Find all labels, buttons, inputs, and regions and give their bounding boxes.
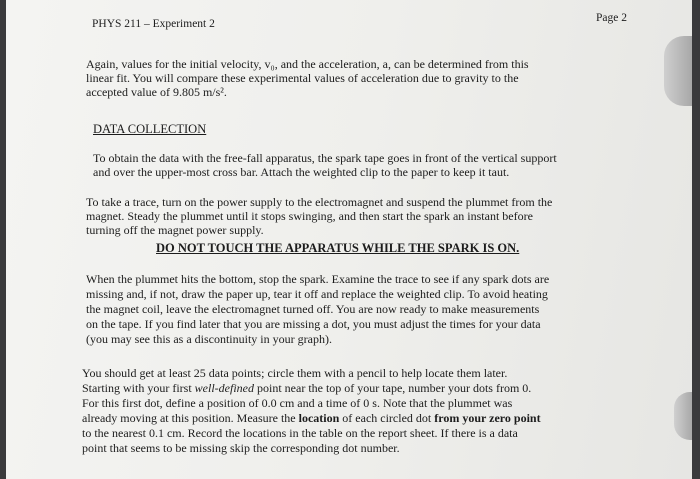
paragraph4-line-6: point that seems to be missing skip the corresponding dot number. [82, 441, 400, 455]
paragraph4-line-4-middle: of each circled dot [339, 411, 435, 425]
paragraph1-line-1: To obtain the data with the free-fall apparatus, the spark tape goes in front of the vertical support [93, 151, 557, 165]
paragraph4-line-2 [82, 382, 531, 396]
intro-line-3: accepted value of 9.805 m/s². [86, 85, 227, 99]
paragraph3-line-3: the magnet coil, leave the electromagnet turned off. You are now ready to make measurements [86, 302, 540, 316]
zero-point-emphasis: from your zero point [434, 411, 541, 425]
paragraph3-line-5: (you may see this as a discontinuity in your graph). [86, 332, 332, 346]
binder-clip-top [664, 36, 692, 106]
intro-line-2: linear fit. You will compare these experimental values of acceleration due to gravity to the [86, 71, 519, 85]
header-page-label: Page 2 [596, 12, 627, 24]
paragraph4-line-4 [82, 412, 541, 426]
header-course-label: PHYS 211 – Experiment 2 [92, 18, 215, 30]
paragraph2-line-1: To take a trace, turn on the power supply to the electromagnet and suspend the plummet from the [86, 195, 553, 209]
location-emphasis: location [298, 411, 340, 425]
paragraph3-line-4: on the tape. If you find later that you are missing a dot, you must adjust the times for your data [86, 317, 541, 331]
paragraph4-line-4-start: already moving at this position. Measure the [82, 411, 299, 425]
paragraph1-line-2: and over the upper-most cross bar. Attach the weighted clip to the paper to keep it taut. [93, 165, 510, 179]
paragraph2-line-3: turning off the magnet power supply. [86, 223, 264, 237]
paragraph4-line-1: You should get at least 25 data points; circle them with a pencil to help locate them later. [82, 366, 508, 380]
paragraph4-line-3: For this first dot, define a position of 0.0 cm and a time of 0 s. Note that the plummet was [82, 396, 513, 410]
document-page [6, 0, 692, 479]
paragraph4-line-2-start: Starting with your first [82, 381, 195, 395]
paragraph4-line-5: to the nearest 0.1 cm. Record the locations in the table on the report sheet. If there is a data [82, 426, 518, 440]
paragraph3-line-2: missing and, if not, draw the paper up, tear it off and replace the weighted clip. To avoid heating [86, 287, 548, 301]
paragraph3-line-1: When the plummet hits the bottom, stop the spark. Examine the trace to see if any spark dots are [86, 272, 550, 286]
well-defined-emphasis: well-defined [194, 381, 254, 395]
section-title: DATA COLLECTION [93, 122, 207, 136]
paragraph2-line-2: magnet. Steady the plummet until it stops swinging, and then start the spark an instant before [86, 209, 533, 223]
paragraph4-line-2-end: point near the top of your tape, number your dots from 0. [254, 381, 532, 395]
intro-line-1: Again, values for the initial velocity, v₀, and the acceleration, a, can be determined from this [86, 57, 529, 71]
binder-clip-bottom [674, 392, 692, 440]
spark-warning: DO NOT TOUCH THE APPARATUS WHILE THE SPARK IS ON. [156, 241, 520, 255]
